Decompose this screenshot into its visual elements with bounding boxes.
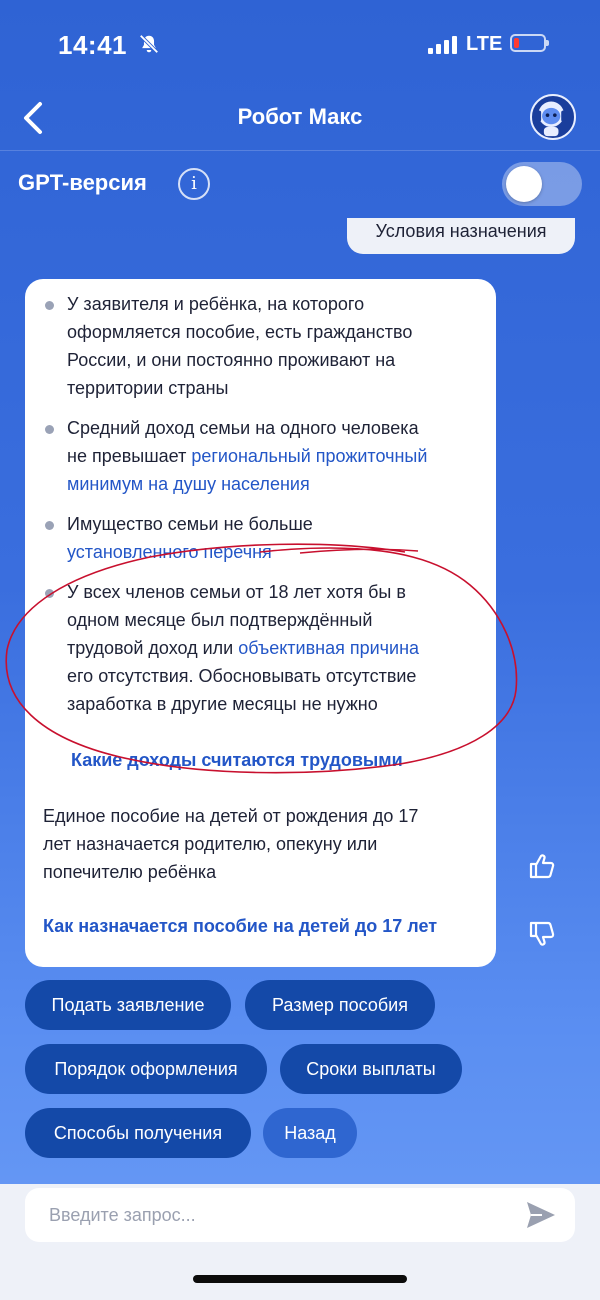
quick-reply-amount[interactable]: Размер пособия xyxy=(245,980,435,1030)
signal-icon xyxy=(428,36,460,54)
bullet-dot xyxy=(45,301,54,310)
query-input[interactable] xyxy=(25,1188,575,1242)
bullet-4-line-2: одном месяце был подтверждённый xyxy=(67,610,373,630)
status-time: 14:41 xyxy=(58,30,127,60)
network-type: LTE xyxy=(466,33,503,55)
quick-reply-apply[interactable]: Подать заявление xyxy=(25,980,231,1030)
bullet-4-line-5: заработка в другие месяцы не нужно xyxy=(67,694,378,714)
benefit-assignment-link[interactable]: Как назначается пособие на детей до 17 лет xyxy=(43,916,438,936)
bullet-1-line-4: территории страны xyxy=(67,378,229,398)
objective-reason-link[interactable]: объективная причина xyxy=(238,638,420,658)
subsistence-minimum-link-line-2[interactable]: минимум на душу населения xyxy=(67,474,310,494)
bullet-2-line-2 xyxy=(67,442,427,470)
bullet-1-line-2: оформляется пособие, есть гражданство xyxy=(67,322,413,342)
quick-reply-terms[interactable]: Сроки выплаты xyxy=(280,1044,462,1094)
send-icon[interactable] xyxy=(524,1198,558,1232)
bell-slash-icon xyxy=(138,33,160,55)
bot-message xyxy=(25,279,496,967)
subsistence-minimum-link[interactable]: региональный прожиточный xyxy=(191,446,428,466)
bullet-4-prefix: трудовой доход или xyxy=(67,638,239,658)
header-divider xyxy=(0,150,600,151)
bullet-1-line-1: У заявителя и ребёнка, на которого xyxy=(67,294,365,314)
toggle-knob xyxy=(506,166,542,202)
thumbs-up-icon[interactable] xyxy=(527,851,557,881)
thumbs-down-icon[interactable] xyxy=(527,919,557,949)
bullet-dot xyxy=(45,521,54,530)
quick-reply-back[interactable]: Назад xyxy=(263,1108,357,1158)
bullet-2-line-1: Средний доход семьи на одного человека xyxy=(67,418,419,438)
quick-reply-procedure[interactable]: Порядок оформления xyxy=(25,1044,267,1094)
bullet-dot xyxy=(45,589,54,598)
bullet-4-line-4: его отсутствия. Обосновывать отсутствие xyxy=(67,666,417,686)
user-message: Условия назначения xyxy=(347,218,575,254)
status-bar xyxy=(0,0,600,90)
home-indicator xyxy=(193,1275,407,1283)
labor-income-link[interactable]: Какие доходы считаются трудовыми xyxy=(71,750,403,770)
property-list-link[interactable]: установленного перечня xyxy=(67,542,272,562)
chat-header xyxy=(0,90,600,146)
bullet-4-line-3 xyxy=(67,634,419,662)
paragraph-line-1: Единое пособие на детей от рождения до 17 xyxy=(43,806,419,826)
quick-reply-methods[interactable]: Способы получения xyxy=(25,1108,251,1158)
info-icon[interactable]: i xyxy=(178,168,210,200)
robot-avatar-icon[interactable] xyxy=(530,94,576,140)
gpt-version-toggle[interactable] xyxy=(502,162,582,206)
bullet-dot xyxy=(45,425,54,434)
page-title: Робот Макс xyxy=(237,104,363,129)
paragraph-line-2: лет назначается родителю, опекуну или xyxy=(43,834,378,854)
input-area xyxy=(0,1184,600,1300)
bullet-2-prefix: не превышает xyxy=(67,446,192,466)
bullet-4-line-1: У всех членов семьи от 18 лет хотя бы в xyxy=(67,582,406,602)
bullet-1-line-3: России, и они постоянно проживают на xyxy=(67,350,396,370)
battery-icon xyxy=(510,34,546,52)
gpt-version-label: GPT-версия xyxy=(18,170,147,195)
paragraph-line-3: попечителю ребёнка xyxy=(43,862,217,882)
bullet-3-line-1: Имущество семьи не больше xyxy=(67,514,313,534)
